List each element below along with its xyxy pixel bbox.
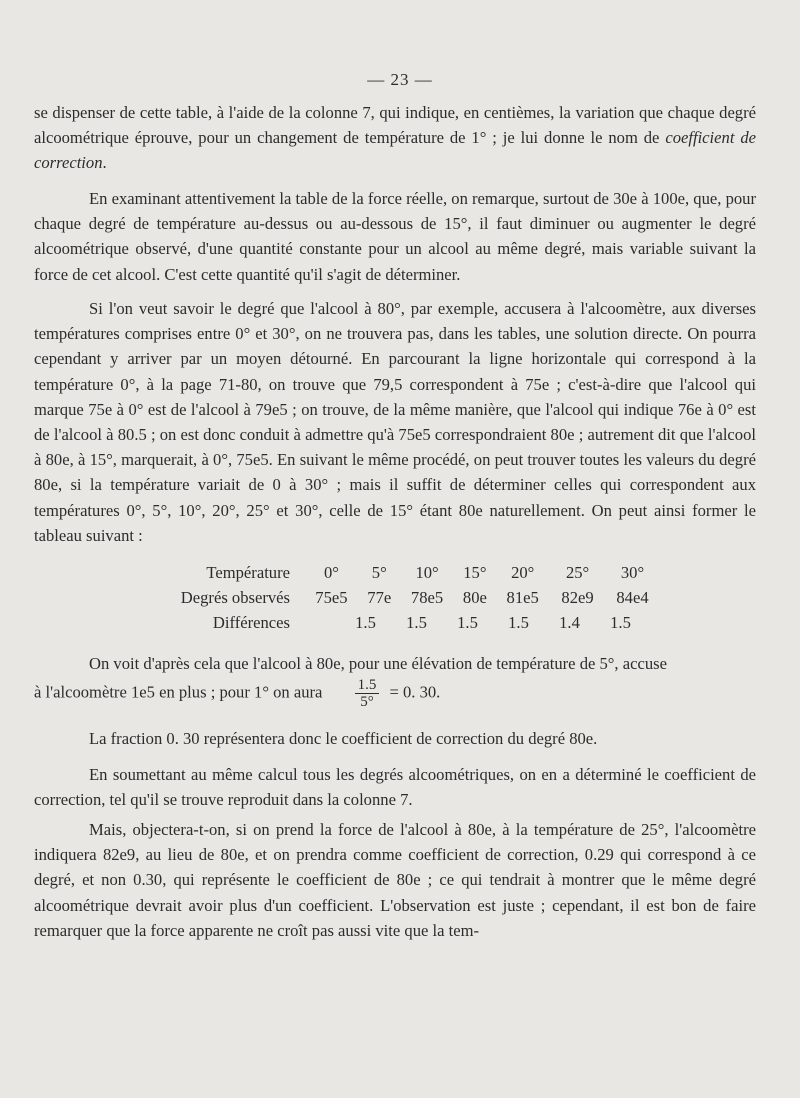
- table-cell: 1.4: [559, 612, 580, 632]
- table-cell: 20°: [511, 562, 535, 582]
- table-cell: 5°: [371, 562, 387, 582]
- table-cell: 81e5: [506, 587, 539, 607]
- table-cell: 10°: [415, 562, 439, 582]
- table-cell: 25°: [565, 562, 590, 582]
- paragraph-5: La fraction 0. 30 représentera donc le coefficient de correction du degré 80e.: [89, 729, 598, 748]
- table-cell: 1.5: [406, 612, 427, 632]
- row-label: Température: [206, 562, 290, 582]
- table-cell: 84e4: [616, 587, 649, 607]
- table-cell: 80e: [462, 587, 487, 607]
- paragraph-2: En examinant attentivement la table de la force réelle, on remarque, surtout de 30e à 100e, que, pour chaque degré de température au-dessus ou au-dessous de 15°, il faut diminuer ou augmenter le degré alcoométrique observé, d'une quantité constante pour un alcool au même degré, mais variable suivant la force de cet alcool. C'est cette quantité qu'il s'agit de déterminer.: [34, 189, 756, 284]
- equation-result: = 0. 30.: [389, 682, 441, 702]
- paragraph-1-end: .: [102, 153, 107, 173]
- table-cell: 30°: [620, 562, 645, 582]
- differences-cells: [304, 610, 660, 635]
- table-cell: 0°: [323, 562, 339, 582]
- table-cell: 78e5: [410, 587, 444, 607]
- table-cell: 1.5: [610, 612, 631, 632]
- fraction-denominator: 5°: [360, 694, 374, 710]
- table-row-temperature: [140, 560, 660, 585]
- emphasized-term: coefficient de correction: [34, 128, 756, 173]
- table-row-differences: [140, 610, 660, 635]
- table-cell: 1.5: [508, 612, 529, 632]
- equation-prefix: à l'alcoomètre 1e5 en plus ; pour 1° on aura: [34, 682, 323, 702]
- table-cell: 15°: [463, 562, 487, 582]
- table-cell: 1.5: [457, 612, 478, 632]
- paragraph-7: Mais, objectera-t-on, si on prend la force de l'alcool à 80e, à la température de 25°, l'alcoomètre indiquera 82e9, au lieu de 80e, et on prendra comme coefficient de correction, 0.29 qui correspond à ce degré, et non 0.30, qui représente le coefficient de 80e ; ce qui tendrait à montrer que le même degré alcoométrique devrait avoir plus d'un coefficient. L'observation est juste ; cependant, il est bon de faire remarquer que la force apparente ne croît pas aussi vite que la tem-: [34, 820, 756, 940]
- row-label: Degrés observés: [180, 587, 290, 607]
- differences-row: [304, 613, 660, 633]
- table-cell: 82e9: [561, 587, 594, 607]
- table-cell: 1.5: [355, 612, 376, 632]
- table-cell: 77e: [367, 587, 392, 607]
- equation-line: [34, 677, 756, 710]
- table-row-degres: [140, 585, 660, 610]
- paragraph-3: Si l'on veut savoir le degré que l'alcool à 80°, par exemple, accusera à l'alcoomètre, aux diverses températures comprises entre 0° et 30°, on ne trouvera pas, dans les tables, une solution directe. On pourra cependant y arriver par un moyen détourné. En parcourant la ligne horizontale qui correspond à la température 0°, à la page 71-80, on trouve que 79,5 correspondent à 75e ; c'est-à-dire que l'alcool qui marque 75e à 0° est de l'alcool à 79e5 ; on trouve, de la même manière, que l'alcool qui indique 76e à 0° est de l'alcool à 80.5 ; on est donc conduit à admettre qu'à 75e5 correspondraient 80e ; autrement dit que l'alcool à 80e, à 15°, marquerait, à 0°, 75e5. En suivant le même procédé, on peut trouver toutes les valeurs du degré 80e, si la température variait de 0 à 30° ; mais il suffit de déterminer celles qui correspondent aux températures 0°, 5°, 10°, 20°, 25° et 30°, celle de 15° étant 80e naturellement. On peut ainsi former le tableau suivant :: [34, 299, 756, 545]
- fraction: [355, 677, 380, 710]
- row-label: Différences: [212, 612, 290, 632]
- fraction-numerator: 1.5: [355, 677, 380, 694]
- paragraph-4: On voit d'après cela que l'alcool à 80e, pour une élévation de température de 5°, accuse: [89, 654, 667, 673]
- paragraph-1: [34, 100, 756, 176]
- page-number: — 23 —: [367, 70, 433, 89]
- paragraph-6: En soumettant au même calcul tous les degrés alcoométriques, on en a déterminé le coefficient de correction, tel qu'il se trouve reproduit dans la colonne 7.: [34, 765, 756, 810]
- table-cell: 75e5: [315, 587, 348, 607]
- paragraph-1-text: se dispenser de cette table, à l'aide de la colonne 7, qui indique, en centièmes, la variation que chaque degré alcoométrique éprouve, pour un changement de température de 1° ; je lui donne le nom de: [34, 103, 756, 148]
- correction-table: [140, 560, 660, 635]
